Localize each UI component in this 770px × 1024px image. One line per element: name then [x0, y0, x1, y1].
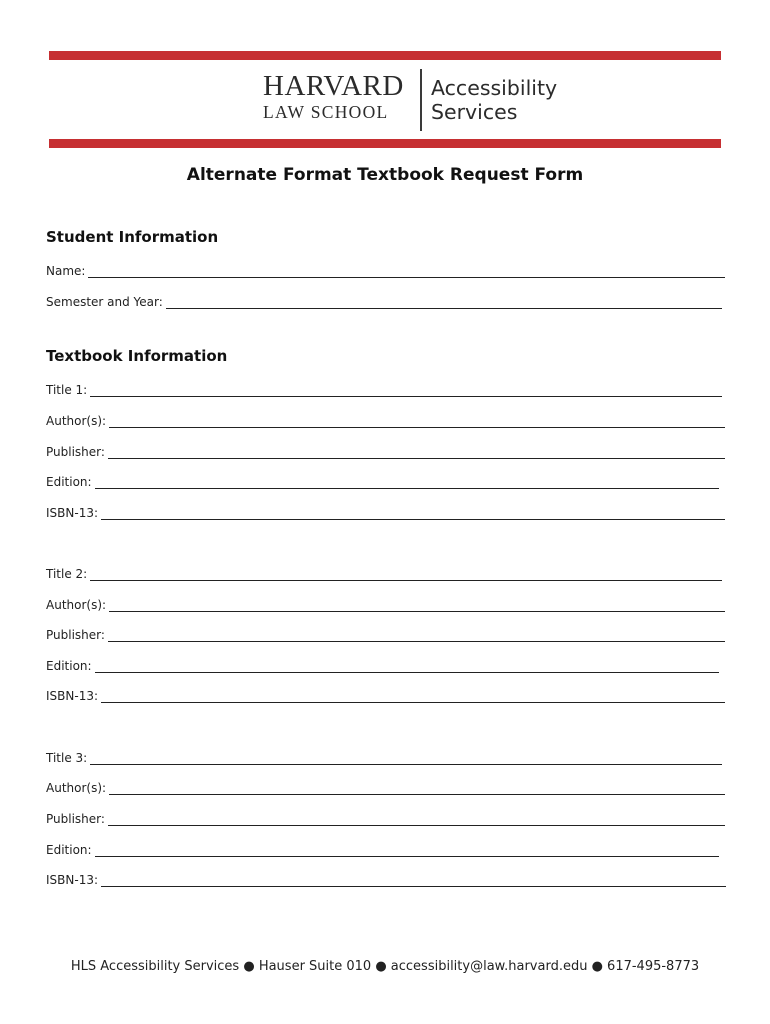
- field-label: Title 1:: [46, 383, 88, 397]
- logo-wordmark: [263, 71, 413, 123]
- field-label: Author(s):: [46, 414, 107, 428]
- field-label: Edition:: [46, 659, 92, 673]
- field-line[interactable]: [109, 598, 725, 612]
- header-top-rule: [49, 51, 721, 60]
- form-title: Alternate Format Textbook Request Form: [186, 165, 584, 185]
- field-label: Author(s):: [46, 598, 107, 612]
- field-label: Publisher:: [46, 812, 105, 826]
- logo-harvard: HARVARD: [263, 70, 404, 102]
- authors-3-field[interactable]: [46, 775, 725, 795]
- title-2-field[interactable]: [46, 561, 722, 581]
- field-line[interactable]: [90, 567, 722, 581]
- logo-services: Services: [431, 100, 518, 124]
- field-line[interactable]: [101, 689, 725, 703]
- field-label: Edition:: [46, 843, 92, 857]
- field-line[interactable]: [108, 445, 725, 459]
- name-field[interactable]: [46, 258, 725, 278]
- field-line[interactable]: [101, 506, 725, 520]
- logo-accessibility: Accessibility: [431, 76, 558, 100]
- semester-year-field[interactable]: [46, 289, 722, 309]
- field-label: Author(s):: [46, 781, 107, 795]
- logo-law-school: LAW SCHOOL: [263, 102, 389, 122]
- field-line[interactable]: [109, 781, 725, 795]
- title-3-field[interactable]: [46, 745, 722, 765]
- field-line[interactable]: [95, 475, 719, 489]
- authors-1-field[interactable]: [46, 408, 725, 428]
- field-label: Name:: [46, 264, 86, 278]
- isbn-1-field[interactable]: [46, 500, 725, 520]
- isbn-2-field[interactable]: [46, 683, 725, 703]
- field-line[interactable]: [166, 295, 722, 309]
- field-line[interactable]: [95, 843, 719, 857]
- field-line[interactable]: [109, 414, 725, 428]
- field-line[interactable]: [95, 659, 719, 673]
- field-label: Publisher:: [46, 628, 105, 642]
- field-label: Title 3:: [46, 751, 88, 765]
- publisher-1-field[interactable]: [46, 439, 725, 459]
- logo-department: [431, 76, 557, 124]
- edition-1-field[interactable]: [46, 469, 719, 489]
- field-label: Publisher:: [46, 445, 105, 459]
- field-line[interactable]: [101, 873, 726, 887]
- field-line[interactable]: [90, 383, 722, 397]
- header-bottom-rule: [49, 139, 721, 148]
- textbook-info-heading: Textbook Information: [46, 347, 228, 365]
- field-label: Title 2:: [46, 567, 88, 581]
- field-label: Semester and Year:: [46, 295, 163, 309]
- field-line[interactable]: [108, 812, 725, 826]
- publisher-3-field[interactable]: [46, 806, 725, 826]
- isbn-3-field[interactable]: [46, 867, 726, 887]
- edition-2-field[interactable]: [46, 653, 719, 673]
- title-1-field[interactable]: [46, 377, 722, 397]
- student-info-heading: Student Information: [46, 228, 219, 246]
- publisher-2-field[interactable]: [46, 622, 725, 642]
- contact-footer: HLS Accessibility Services ● Hauser Suite 010 ● accessibility@law.harvard.edu ● 617-495-8773: [70, 959, 700, 974]
- field-label: Edition:: [46, 475, 92, 489]
- logo-divider: [420, 69, 422, 131]
- field-label: ISBN-13:: [46, 873, 99, 887]
- field-label: ISBN-13:: [46, 506, 99, 520]
- field-line[interactable]: [88, 264, 725, 278]
- field-line[interactable]: [108, 628, 725, 642]
- field-label: ISBN-13:: [46, 689, 99, 703]
- edition-3-field[interactable]: [46, 837, 719, 857]
- authors-2-field[interactable]: [46, 592, 725, 612]
- field-line[interactable]: [90, 751, 722, 765]
